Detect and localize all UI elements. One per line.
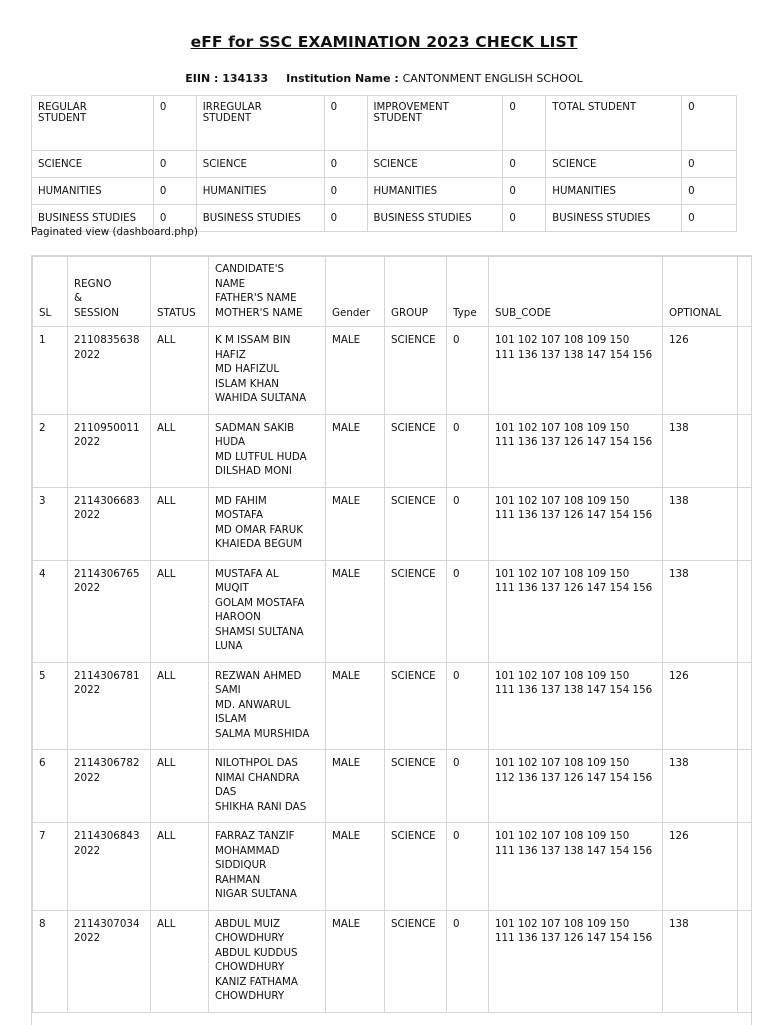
cell-regno: [68, 414, 151, 487]
cell-type: 0: [447, 487, 489, 560]
cell-extra: [738, 662, 752, 750]
cell-regno: [68, 327, 151, 415]
regno-value: 2110950011: [74, 421, 140, 434]
sub-code-line: 101 102 107 108 109 150: [495, 669, 630, 682]
name-line: FARRAZ TANZIF: [215, 830, 295, 842]
name-line: WAHIDA SULTANA: [215, 392, 307, 404]
sub-code-line: 101 102 107 108 109 150: [495, 334, 630, 346]
cell-optional: 126: [663, 327, 738, 415]
cell-regno: [68, 750, 151, 823]
summary-category-label: [546, 96, 682, 151]
sub-code-line: 101 102 107 108 109 150: [495, 830, 630, 842]
cell-optional: 138: [663, 560, 738, 662]
cell-optional: 138: [663, 750, 738, 823]
sub-code-line: 111 136 137 138 147 154 156: [495, 844, 653, 857]
cell-gender: MALE: [326, 823, 385, 911]
summary-category-label: [196, 96, 324, 151]
name-line: ISLAM KHAN: [215, 377, 279, 390]
name-line: CHOWDHURY: [215, 961, 285, 973]
cell-extra: [738, 414, 752, 487]
summary-label-line: IMPROVEMENT: [373, 102, 449, 113]
summary-group-label: SCIENCE: [367, 151, 503, 178]
name-line: GOLAM MOSTAFA: [215, 596, 305, 609]
cell-status: ALL: [151, 662, 209, 750]
cell-gender: MALE: [326, 910, 385, 1012]
cell-optional: 138: [663, 414, 738, 487]
cell-optional: 126: [663, 662, 738, 750]
cell-sl: 7: [33, 823, 68, 911]
cell-extra: [738, 910, 752, 1012]
sub-code-line: 111 136 137 126 147 154 156: [495, 509, 653, 521]
summary-category-count: 0: [503, 96, 546, 151]
name-line: MD FAHIM: [215, 494, 267, 507]
cell-group: SCIENCE: [385, 487, 447, 560]
session-value: 2022: [74, 509, 101, 521]
table-row: [33, 414, 752, 487]
summary-label-line: TOTAL STUDENT: [552, 102, 637, 113]
name-line: ABDUL KUDDUS: [215, 946, 298, 959]
name-line: MD OMAR FARUK: [215, 523, 304, 536]
cell-type: 0: [447, 560, 489, 662]
name-line: ISLAM: [215, 713, 247, 725]
session-value: 2022: [74, 582, 101, 594]
cell-names: [209, 662, 326, 750]
summary-group-count: 0: [153, 178, 196, 205]
name-line: HUDA: [215, 436, 246, 448]
cell-sub-code: [489, 560, 663, 662]
cell-group: SCIENCE: [385, 560, 447, 662]
summary-row: [32, 151, 737, 178]
summary-label-line: IRREGULAR: [202, 102, 262, 113]
cell-extra: [738, 327, 752, 415]
summary-group-count: 0: [503, 178, 546, 205]
cell-gender: MALE: [326, 327, 385, 415]
cell-sub-code: [489, 823, 663, 911]
name-line: MOSTAFA: [215, 509, 264, 521]
name-line: HAROON: [215, 611, 261, 623]
name-line: SIDDIQUR: [215, 859, 267, 871]
cell-sl: 1: [33, 327, 68, 415]
table-row: [33, 750, 752, 823]
summary-group-count: 0: [503, 151, 546, 178]
sub-code-line: 111 136 137 126 147 154 156: [495, 436, 653, 448]
summary-group-count: 0: [682, 178, 737, 205]
institution-label: Institution Name :: [286, 72, 399, 85]
cell-group: SCIENCE: [385, 327, 447, 415]
cell-optional: 126: [663, 823, 738, 911]
cell-names: [209, 750, 326, 823]
cell-sl: 6: [33, 750, 68, 823]
page-title: eFF for SSC EXAMINATION 2023 CHECK LIST: [190, 33, 578, 51]
summary-group-label: BUSINESS STUDIES: [546, 205, 682, 232]
name-line: ABDUL MUIZ: [215, 917, 281, 930]
name-line: DAS: [215, 786, 237, 798]
cell-sl: 2: [33, 414, 68, 487]
cell-gender: MALE: [326, 560, 385, 662]
summary-group-label: HUMANITIES: [367, 178, 503, 205]
col-header-extra: [738, 257, 752, 327]
regno-value: 2114307034: [74, 917, 140, 930]
name-line: CHOWDHURY: [215, 932, 285, 944]
name-line: LUNA: [215, 640, 243, 652]
eiin-label: EIIN : 134133: [185, 72, 269, 85]
summary-group-count: 0: [153, 151, 196, 178]
col-header-sub-code: SUB_CODE: [489, 257, 663, 327]
summary-group-label: SCIENCE: [196, 151, 324, 178]
session-value: 2022: [74, 684, 101, 696]
name-line: SHAMSI SULTANA: [215, 625, 304, 638]
name-line: MD LUTFUL HUDA: [215, 450, 307, 463]
sub-code-line: 101 102 107 108 109 150: [495, 917, 630, 930]
summary-group-count: 0: [324, 205, 367, 232]
col-header-type: Type: [447, 257, 489, 327]
cell-regno: [68, 560, 151, 662]
session-value: 2022: [74, 771, 101, 784]
cell-names: [209, 327, 326, 415]
table-row: [33, 560, 752, 662]
name-line: NIGAR SULTANA: [215, 888, 297, 900]
col-header-regno: REGNO & SESSION: [68, 257, 151, 327]
col-header-candidate: CANDIDATE'S NAME FATHER'S NAME MOTHER'S NAME: [209, 257, 326, 327]
name-line: HAFIZ: [215, 348, 246, 361]
name-line: NIMAI CHANDRA: [215, 771, 300, 784]
col-header-optional: OPTIONAL: [663, 257, 738, 327]
cell-status: ALL: [151, 487, 209, 560]
cell-group: SCIENCE: [385, 750, 447, 823]
sub-code-line: 101 102 107 108 109 150: [495, 757, 630, 769]
cell-type: 0: [447, 750, 489, 823]
sub-code-line: 101 102 107 108 109 150: [495, 494, 630, 507]
name-line: NILOTHPOL DAS: [215, 757, 298, 769]
summary-group-label: BUSINESS STUDIES: [196, 205, 324, 232]
cell-status: ALL: [151, 823, 209, 911]
col-header-gender: Gender: [326, 257, 385, 327]
regno-value: 2110835638: [74, 334, 140, 346]
summary-category-count: 0: [153, 96, 196, 151]
cell-gender: MALE: [326, 662, 385, 750]
summary-label-line: STUDENT: [373, 113, 422, 124]
cell-optional: 138: [663, 910, 738, 1012]
cell-regno: [68, 662, 151, 750]
summary-group-label: HUMANITIES: [32, 178, 154, 205]
summary-category-label: [32, 96, 154, 151]
name-line: CHOWDHURY: [215, 990, 285, 1002]
summary-category-count: 0: [324, 96, 367, 151]
session-value: 2022: [74, 932, 101, 944]
name-line: MOHAMMAD: [215, 844, 280, 857]
name-line: DILSHAD MONI: [215, 465, 292, 477]
summary-label-line: STUDENT: [38, 113, 87, 124]
summary-group-label: SCIENCE: [32, 151, 154, 178]
cell-group: SCIENCE: [385, 910, 447, 1012]
summary-label-line: REGULAR: [38, 102, 87, 113]
summary-label-line: STUDENT: [202, 113, 252, 124]
table-header-row: [33, 257, 752, 327]
cell-names: [209, 414, 326, 487]
sub-code-line: 101 102 107 108 109 150: [495, 567, 630, 580]
sub-code-line: 111 136 137 138 147 154 156: [495, 348, 653, 361]
cell-type: 0: [447, 823, 489, 911]
name-line: SALMA MURSHIDA: [215, 727, 310, 740]
session-value: 2022: [74, 436, 101, 448]
name-line: MD HAFIZUL: [215, 363, 280, 375]
cell-sub-code: [489, 327, 663, 415]
name-line: SADMAN SAKIB: [215, 421, 295, 434]
cell-gender: MALE: [326, 750, 385, 823]
cell-status: ALL: [151, 327, 209, 415]
session-value: 2022: [74, 348, 101, 361]
cell-sl: 5: [33, 662, 68, 750]
cell-status: ALL: [151, 910, 209, 1012]
institution-name: CANTONMENT ENGLISH SCHOOL: [402, 72, 583, 85]
cell-type: 0: [447, 327, 489, 415]
name-line: KANIZ FATHAMA: [215, 975, 298, 988]
summary-group-label: BUSINESS STUDIES: [32, 205, 154, 232]
session-value: 2022: [74, 844, 101, 857]
summary-category-count: 0: [682, 96, 737, 151]
cell-optional: 138: [663, 487, 738, 560]
name-line: SAMI: [215, 684, 241, 696]
sub-code-line: 111 136 137 126 147 154 156: [495, 582, 653, 594]
cell-status: ALL: [151, 750, 209, 823]
cell-group: SCIENCE: [385, 823, 447, 911]
summary-group-count: 0: [324, 151, 367, 178]
summary-group-label: HUMANITIES: [546, 178, 682, 205]
cell-sub-code: [489, 910, 663, 1012]
cell-sub-code: [489, 487, 663, 560]
candidate-table: [32, 256, 752, 1013]
cell-group: SCIENCE: [385, 662, 447, 750]
table-row: [33, 327, 752, 415]
regno-value: 2114306843: [74, 830, 140, 842]
table-row: [33, 910, 752, 1012]
table-row: [33, 823, 752, 911]
summary-header-row: [32, 96, 737, 151]
cell-extra: [738, 823, 752, 911]
summary-group-count: 0: [682, 151, 737, 178]
sub-code-line: 112 136 137 126 147 154 156: [495, 771, 653, 784]
cell-type: 0: [447, 910, 489, 1012]
cell-extra: [738, 560, 752, 662]
table-row: [33, 662, 752, 750]
name-line: KHAIEDA BEGUM: [215, 538, 303, 550]
cell-gender: MALE: [326, 487, 385, 560]
cell-names: [209, 560, 326, 662]
regno-value: 2114306683: [74, 494, 140, 507]
sub-code-line: 111 136 137 138 147 154 156: [495, 684, 653, 696]
summary-table: [31, 95, 737, 232]
cell-names: [209, 823, 326, 911]
summary-category-label: [367, 96, 503, 151]
cell-regno: [68, 910, 151, 1012]
paginated-view-note: Paginated view (dashboard.php): [31, 226, 198, 238]
sub-code-line: 111 136 137 126 147 154 156: [495, 932, 653, 944]
cell-sl: 4: [33, 560, 68, 662]
cell-sub-code: [489, 750, 663, 823]
cell-type: 0: [447, 414, 489, 487]
summary-group-label: HUMANITIES: [196, 178, 324, 205]
cell-group: SCIENCE: [385, 414, 447, 487]
regno-value: 2114306765: [74, 567, 140, 580]
summary-group-count: 0: [324, 178, 367, 205]
candidate-table-wrapper: [31, 255, 752, 1025]
name-line: K M ISSAM BIN: [215, 334, 291, 346]
col-header-group: GROUP: [385, 257, 447, 327]
summary-group-count: 0: [503, 205, 546, 232]
cell-sub-code: [489, 414, 663, 487]
cell-extra: [738, 487, 752, 560]
summary-group-label: BUSINESS STUDIES: [367, 205, 503, 232]
regno-value: 2114306782: [74, 757, 140, 769]
cell-sl: 8: [33, 910, 68, 1012]
name-line: REZWAN AHMED: [215, 669, 302, 682]
cell-status: ALL: [151, 560, 209, 662]
cell-type: 0: [447, 662, 489, 750]
col-header-sl: SL: [33, 257, 68, 327]
sub-code-line: 101 102 107 108 109 150: [495, 421, 630, 434]
cell-sl: 3: [33, 487, 68, 560]
name-line: SHIKHA RANI DAS: [215, 800, 307, 813]
col-header-status: STATUS: [151, 257, 209, 327]
cell-regno: [68, 823, 151, 911]
cell-names: [209, 910, 326, 1012]
summary-group-count: 0: [153, 205, 196, 232]
cell-gender: MALE: [326, 414, 385, 487]
name-line: MD. ANWARUL: [215, 698, 291, 711]
regno-value: 2114306781: [74, 669, 140, 682]
cell-names: [209, 487, 326, 560]
institution-info: [0, 72, 768, 85]
name-line: MUSTAFA AL: [215, 567, 279, 580]
cell-sub-code: [489, 662, 663, 750]
table-row: [33, 487, 752, 560]
cell-status: ALL: [151, 414, 209, 487]
summary-group-count: 0: [682, 205, 737, 232]
summary-row: [32, 178, 737, 205]
summary-group-label: SCIENCE: [546, 151, 682, 178]
cell-extra: [738, 750, 752, 823]
name-line: MUQIT: [215, 582, 249, 594]
name-line: RAHMAN: [215, 873, 261, 886]
cell-regno: [68, 487, 151, 560]
